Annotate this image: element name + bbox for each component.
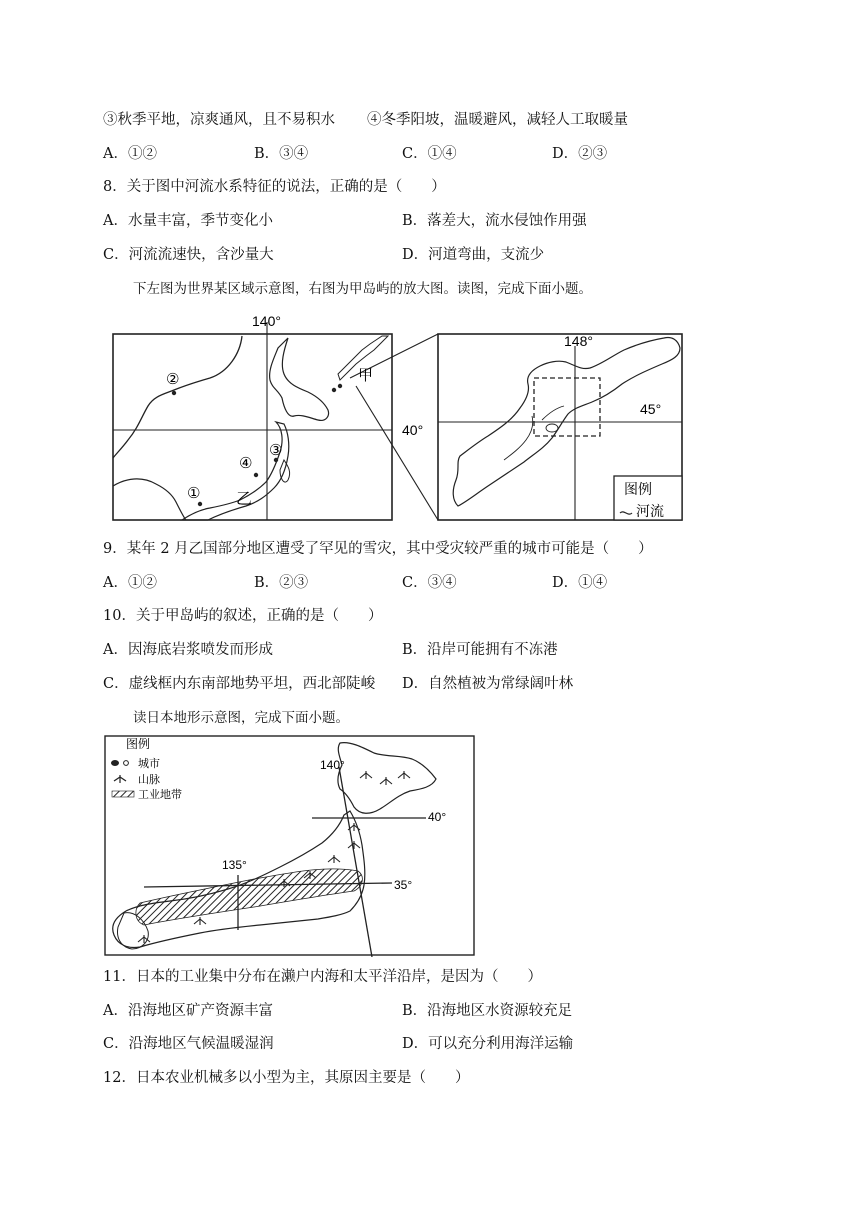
legend3-city: 城市 — [138, 758, 160, 770]
city-label-3: ③ — [269, 442, 283, 459]
legend3-industry: 工业地带 — [138, 789, 182, 801]
jp-label-135: 135° — [222, 858, 247, 872]
q9-option-b: B．②③ — [254, 575, 309, 591]
q8-option-d: D．河道弯曲，支流少 — [402, 247, 545, 263]
q9-option-d: D．①④ — [552, 575, 608, 591]
jp-label-40: 40° — [428, 810, 447, 824]
river-2 — [542, 406, 564, 420]
legend-river-label: 河流 — [636, 503, 664, 519]
label-yi: 乙 — [236, 491, 253, 508]
q11-stem: 11．日本的工业集中分布在濑户内海和太平洋沿岸，是因为（ ） — [103, 969, 542, 985]
jp-label-35: 35° — [394, 878, 413, 892]
q8-option-a: A．水量丰富，季节变化小 — [103, 213, 273, 229]
city-label-4: ④ — [239, 455, 253, 472]
q9-option-c: C．③④ — [402, 575, 457, 591]
region-map-svg — [112, 310, 684, 526]
q11-option-a: A．沿海地区矿产资源丰富 — [103, 1003, 273, 1019]
peninsula-coast — [113, 479, 186, 520]
q11-option-c: C．沿海地区气候温暖湿润 — [103, 1036, 274, 1052]
q10-option-b: B．沿岸可能拥有不冻港 — [402, 642, 558, 658]
q7-option-d: D．②③ — [552, 146, 608, 162]
region-figure — [112, 310, 684, 526]
city-label-2: ② — [166, 371, 180, 388]
legend3-title: 图例 — [126, 737, 151, 751]
island-north — [270, 338, 329, 420]
city-dot-2 — [172, 391, 176, 395]
q10-stem: 10．关于甲岛屿的叙述，正确的是（ ） — [103, 608, 383, 624]
island-jia-dot — [338, 384, 342, 388]
q8-option-b: B．落差大，流水侵蚀作用强 — [402, 213, 587, 229]
label-140: 140° — [252, 313, 281, 329]
q11-option-d: D．可以充分利用海洋运输 — [402, 1036, 574, 1052]
label-jia: 甲 — [358, 367, 374, 384]
mainland-coast — [113, 336, 242, 458]
japan-figure — [104, 735, 476, 957]
q10-option-c: C．虚线框内东南部地势平坦，西北部陡峻 — [103, 676, 376, 692]
river-1 — [504, 416, 533, 460]
connector-bottom — [356, 386, 438, 520]
city-label-1: ① — [187, 485, 201, 502]
q7-option-a: A．①② — [103, 146, 157, 162]
q11-option-b: B．沿海地区水资源较充足 — [402, 1003, 573, 1019]
dashed-box — [534, 378, 600, 436]
city-dot-1 — [198, 502, 202, 506]
intro-map-1: 下左图为世界某区域示意图，右图为甲岛屿的放大图。读图，完成下面小题。 — [133, 281, 592, 297]
q7-statement-3: ③秋季平地，凉爽通风，且不易积水 — [103, 112, 335, 128]
legend3-city-symbol — [111, 760, 119, 766]
q10-option-a: A．因海底岩浆喷发而形成 — [103, 642, 273, 658]
japan-map-svg — [104, 735, 476, 957]
jp-label-140: 140° — [320, 758, 345, 772]
city-dot-4 — [254, 473, 258, 477]
q12-stem: 12．日本农业机械多以小型为主，其原因主要是（ ） — [103, 1070, 470, 1086]
q9-option-a: A．①② — [103, 575, 157, 591]
legend3-mountain: 山脉 — [138, 774, 160, 786]
intro-map-2: 读日本地形示意图，完成下面小题。 — [133, 710, 349, 726]
q9-stem: 9．某年 2 月乙国部分地区遭受了罕见的雪灾，其中受灾较严重的城市可能是（ ） — [103, 541, 653, 557]
label-45: 45° — [640, 401, 662, 417]
legend3-industry-symbol — [112, 791, 134, 797]
island-jia-dot-2 — [332, 388, 336, 392]
q7-option-c: C．①④ — [402, 146, 457, 162]
q7-statement-4: ④冬季阳坡，温暖避风，减轻人工取暖量 — [367, 112, 628, 128]
lake — [546, 424, 558, 432]
q8-stem: 8．关于图中河流水系特征的说法，正确的是（ ） — [103, 179, 446, 195]
label-148: 148° — [564, 333, 593, 349]
q10-option-d: D．自然植被为常绿阔叶林 — [402, 676, 574, 692]
legend-title: 图例 — [624, 481, 652, 497]
q8-option-c: C．河流流速快，含沙量大 — [103, 247, 274, 263]
q7-option-b: B．③④ — [254, 146, 309, 162]
label-40: 40° — [402, 422, 424, 438]
